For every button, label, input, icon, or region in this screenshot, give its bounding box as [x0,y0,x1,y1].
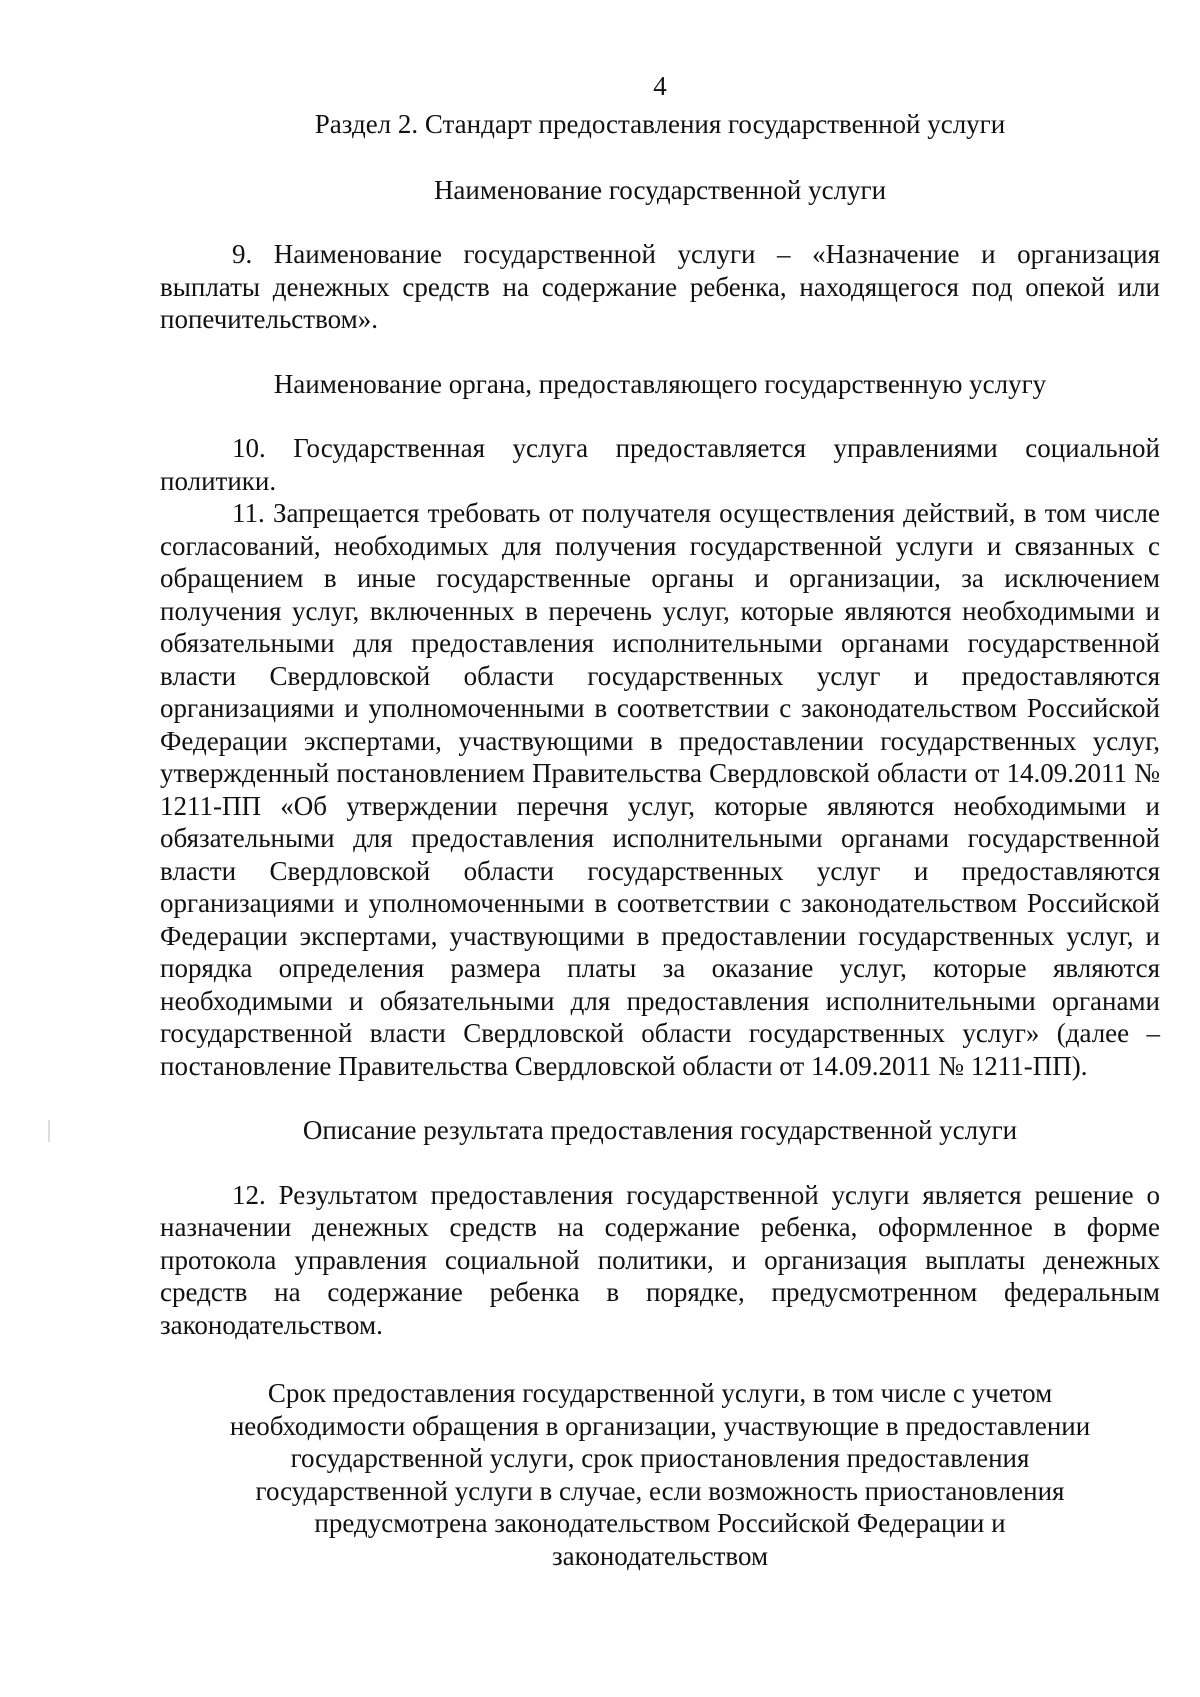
paragraph-11: 11. Запрещается требовать от получателя осуществления действий, в том числе согласований, необходимых для получения государственной услуги и связанных с обращением в иные государственные органы и организации, за исключением получения услуг, включенных в перечень услуг, которые являются необходимыми и обязательными для предоставления исполнительными органами государственной власти Свердловской области государственных услуг и предоставляются организациями и уполномоченными в соответствии с законодательством Российской Федерации экспертами, участвующими в предоставлении государственных услуг, утвержденный постановлением Правительства Свердловской области от 14.09.2011 № 1211-ПП «Об утверждении перечня услуг, которые являются необходимыми и обязательными для предоставления исполнительными органами государственной власти Свердловской области государственных услуг и предоставляются организациями и уполномоченными в соответствии с законодательством Российской Федерации экспертами, участвующими в предоставлении государственных услуг, и порядка определения размера платы за оказание услуг, которые являются необходимыми и обязательными для предоставления исполнительными органами государственной власти Свердловской области государственных услуг» (далее – постановление Правительства Свердловской области от 14.09.2011 № 1211-ПП). [160,498,1160,1081]
heading-result-description: Описание результата предоставления государственной услуги [302,1115,1018,1145]
heading-authority-name: Наименование органа, предоставляющего государственную услугу [273,368,1047,399]
paragraph-9: 9. Наименование государственной услуги – «Назначение и организация выплаты денежных средств на содержание ребенка, находящегося под опекой или попечительством». [160,239,1160,334]
paragraph-10: 10. Государственная услуга предоставляется управлениями социальной политики. [160,433,1160,496]
heading-service-name: Наименование государственной услуги [433,174,887,205]
paragraph-12: 12. Результатом предоставления государственной услуги является решение о назначении денежных средств на содержание ребенка, оформленное в форме протокола управления социальной политики, и организация выплаты денежных средств на содержание ребенка в порядке, предусмотренном федеральным законодательством. [160,1179,1160,1340]
heading-service-term: Срок предоставления государственной услуги, в том числе с учетом необходимости обращения в организации, участвующие в предоставлении государственной услуги, срок приостановления предоставления государственной услуги в случае, если возможность приостановления предусмотрена законодательством Российской Федерации и законодательством [229,1378,1091,1571]
document-content [160,70,1160,1572]
scan-margin-mark [48,1120,50,1142]
page-number: 4 [653,71,667,101]
section-title: Раздел 2. Стандарт предоставления государственной услуги [314,109,1006,139]
